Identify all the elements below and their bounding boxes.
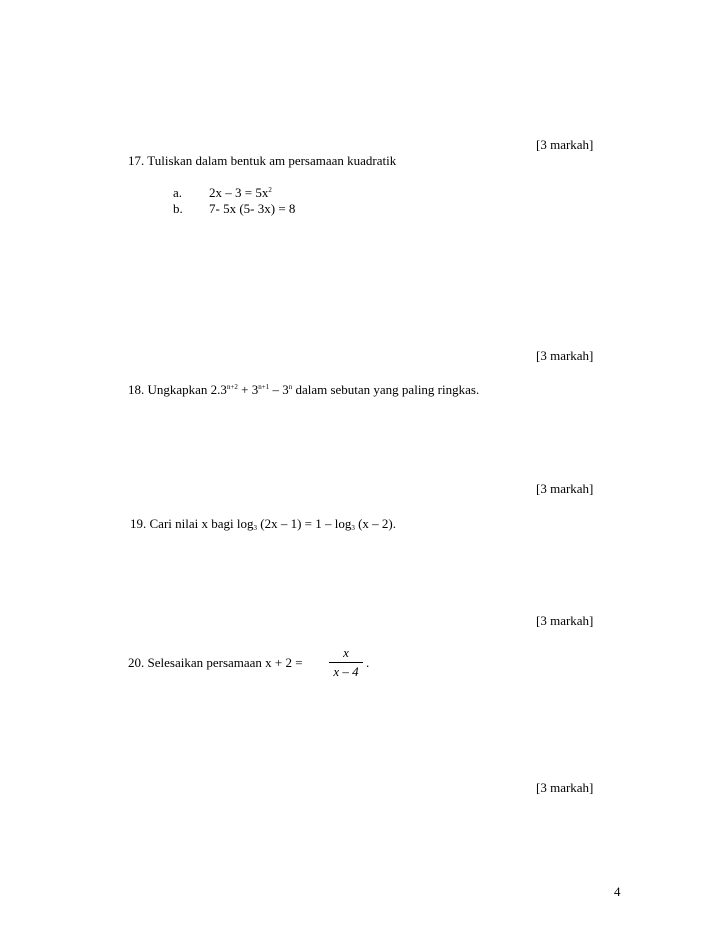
q20-denominator: x – 4 <box>333 664 359 679</box>
q17-part-b-letter: b. <box>173 201 183 216</box>
q17-marks: [3 markah] <box>536 348 594 363</box>
q20-text: 20. Selesaikan persamaan x + 2 = <box>128 655 303 670</box>
q17-part-a-letter: a. <box>173 185 183 200</box>
q17-part-b-equation: 7- 5x (5- 3x) = 8 <box>209 201 296 216</box>
q17-part-a-exponent: 2 <box>268 186 272 194</box>
q20-period: . <box>366 655 370 670</box>
q19-marks: [3 markah] <box>536 613 594 628</box>
q18-text: 18. Ungkapkan $2.3^{n+2} + 3^{n+1} - 3^n$ dalam sebutan yang paling ringkas. <box>128 382 480 397</box>
q20-marks: [3 markah] <box>536 780 594 795</box>
q18-marks: [3 markah] <box>536 481 594 496</box>
q19-text: 19. Cari nilai x bagi $\log_3 (2x - 1) = 1 - \log_3 (x - 2)$. <box>130 516 397 532</box>
q17-text: 17. Tuliskan dalam bentuk am persamaan kuadratik <box>128 153 397 168</box>
q17-part-a-equation: $2x - 3 = 5x^2$ <box>209 185 272 200</box>
q16-marks: [3 markah] <box>536 137 594 152</box>
q20-fraction <box>329 646 363 679</box>
page-number: 4 <box>614 884 621 899</box>
q20-numerator: x <box>343 645 349 660</box>
